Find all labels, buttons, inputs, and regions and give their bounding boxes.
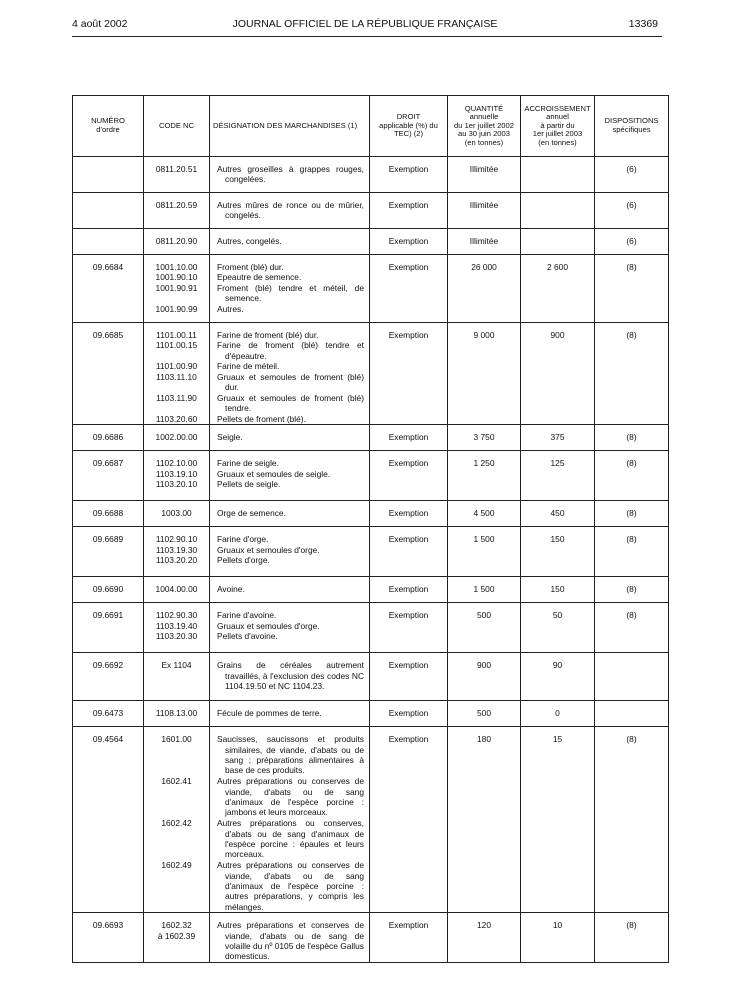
designation-item: Autres.	[217, 303, 244, 314]
cell-droit: Exemption	[370, 501, 448, 527]
designation-item: Autres préparations ou conserves de viande, d'abats ou de sang d'animaux de l'espèce porcine : jambons et leurs morceaux.	[217, 776, 364, 818]
designation-item: Autres mûres de ronce ou de mûrier, congelés.	[217, 200, 364, 221]
cell-quantite: 4 500	[448, 501, 521, 527]
cell-quantite: 500	[448, 603, 521, 653]
cell-dispositions: (6)	[595, 193, 669, 229]
cell-dispositions: (8)	[595, 451, 669, 501]
cell-accroissement: 900	[521, 323, 595, 425]
cell-dispositions	[595, 653, 669, 701]
cell-quantite: Illimitée	[448, 229, 521, 255]
designation-item: Farine de méteil.	[217, 361, 280, 372]
cell-designation	[210, 323, 370, 425]
cell-numero	[73, 193, 144, 229]
cell-droit: Exemption	[370, 727, 448, 913]
designation-item: Avoine.	[217, 584, 245, 595]
table-row	[73, 229, 669, 255]
designation-item: Autres préparations et conserves de viande, d'abats ou de sang de volaille du nº 0105 de l'espèce Gallus domesticus.	[217, 920, 364, 962]
cell-code-nc	[144, 501, 210, 527]
cell-dispositions: (6)	[595, 229, 669, 255]
cell-numero	[73, 229, 144, 255]
code-nc-item: 1001.10.00	[155, 262, 198, 272]
cell-quantite: 500	[448, 701, 521, 727]
cell-code-nc	[144, 577, 210, 603]
cell-designation	[210, 727, 370, 913]
cell-designation	[210, 603, 370, 653]
cell-quantite: 1 500	[448, 527, 521, 577]
cell-designation	[210, 653, 370, 701]
code-nc-item: 1102.90.10	[155, 534, 198, 545]
cell-accroissement: 375	[521, 425, 595, 451]
code-nc-item: 0811.20.51	[155, 164, 198, 174]
table-row	[73, 603, 669, 653]
code-nc-item: 1103.20.30	[155, 631, 198, 642]
header-accroissement: ACCROISSEMENT annuel à partir du 1er juillet 2003 (en tonnes)	[521, 96, 595, 157]
designation-item: Pellets de froment (blé).	[217, 413, 306, 424]
table-row	[73, 701, 669, 727]
designation-item: Froment (blé) tendre et méteil, de semence.	[217, 282, 364, 304]
designation-item: Autres préparations ou conserves, d'abats ou de sang d'animaux de l'espèce porcine : épaules et leurs morceaux.	[217, 818, 364, 860]
cell-accroissement: 90	[521, 653, 595, 701]
table-header-row	[73, 96, 669, 157]
cell-designation	[210, 255, 370, 323]
designation-item: Froment (blé) dur.	[217, 262, 284, 272]
header-designation: DÉSIGNATION DES MARCHANDISES (1)	[210, 96, 370, 157]
table-row	[73, 501, 669, 527]
code-nc-item: 1602.42	[161, 818, 192, 829]
cell-dispositions: (8)	[595, 577, 669, 603]
table-row	[73, 255, 669, 323]
code-nc-item: 1103.11.90	[156, 392, 197, 403]
designation-item: Seigle.	[217, 432, 243, 443]
cell-dispositions: (6)	[595, 157, 669, 193]
cell-dispositions: (8)	[595, 727, 669, 913]
header-dispositions: DISPOSITIONS spécifiques	[595, 96, 669, 157]
cell-numero: 09.4564	[73, 727, 144, 913]
code-nc-item: 1102.90.30	[155, 610, 198, 621]
header-numero: NUMÉRO d'ordre	[73, 96, 144, 157]
cell-droit: Exemption	[370, 653, 448, 701]
cell-droit: Exemption	[370, 603, 448, 653]
cell-accroissement: 10	[521, 913, 595, 963]
cell-quantite: 180	[448, 727, 521, 913]
code-nc-item: 1602.49	[161, 860, 192, 871]
designation-item: Orge de semence.	[217, 508, 286, 519]
code-nc-item: 1602.32 à 1602.39	[157, 920, 196, 941]
table-row	[73, 577, 669, 603]
code-nc-item: 1001.90.91	[155, 282, 198, 293]
code-nc-item: 1001.90.99	[155, 303, 198, 314]
cell-dispositions: (8)	[595, 501, 669, 527]
designation-item: Farine d'avoine.	[217, 610, 277, 621]
designation-item: Farine de froment (blé) dur.	[217, 330, 319, 340]
designation-item: Pellets de seigle.	[217, 479, 281, 490]
designation-item: Grains de céréales autrement travaillés, à l'exclusion des codes NC 1104.19.50 et NC 1104.23.	[217, 660, 364, 692]
cell-code-nc	[144, 603, 210, 653]
cell-designation	[210, 527, 370, 577]
code-nc-item: 1108.13.00	[155, 708, 198, 719]
cell-code-nc	[144, 451, 210, 501]
designation-item: Pellets d'avoine.	[217, 631, 278, 642]
cell-code-nc	[144, 727, 210, 913]
cell-accroissement: 0	[521, 701, 595, 727]
header-journal-title: JOURNAL OFFICIEL DE LA RÉPUBLIQUE FRANÇAISE	[232, 18, 498, 30]
cell-code-nc	[144, 425, 210, 451]
cell-droit: Exemption	[370, 193, 448, 229]
designation-item: Fécule de pommes de terre.	[217, 708, 322, 719]
cell-designation	[210, 501, 370, 527]
cell-accroissement: 125	[521, 451, 595, 501]
code-nc-item: 0811.20.90	[155, 236, 198, 246]
cell-accroissement: 2 600	[521, 255, 595, 323]
cell-designation	[210, 229, 370, 255]
cell-accroissement: 50	[521, 603, 595, 653]
cell-code-nc	[144, 229, 210, 255]
cell-code-nc	[144, 157, 210, 193]
designation-item: Autres préparations ou conserves de viande, d'abats ou de sang d'animaux de l'espèce porcine : autres préparations, y compris les mélanges.	[217, 860, 364, 912]
cell-droit: Exemption	[370, 913, 448, 963]
table-row	[73, 323, 669, 425]
cell-dispositions	[595, 701, 669, 727]
cell-numero: 09.6691	[73, 603, 144, 653]
header-code-nc: CODE NC	[144, 96, 210, 157]
code-nc-item: 1102.10.00	[155, 458, 198, 469]
cell-quantite: 120	[448, 913, 521, 963]
code-nc-item: Ex 1104	[161, 660, 192, 671]
cell-numero: 09.6692	[73, 653, 144, 701]
code-nc-item: 1004.00.00	[155, 584, 198, 595]
page-header	[72, 18, 658, 32]
designation-item: Gruaux et semoules d'orge.	[217, 620, 320, 631]
designation-item: Farine de seigle.	[217, 458, 279, 469]
cell-designation	[210, 577, 370, 603]
cell-dispositions: (8)	[595, 913, 669, 963]
header-droit: DROIT applicable (%) du TEC) (2)	[370, 96, 448, 157]
table-row	[73, 653, 669, 701]
table-row	[73, 425, 669, 451]
cell-code-nc	[144, 527, 210, 577]
cell-quantite: 1 250	[448, 451, 521, 501]
code-nc-item: 1602.41	[161, 776, 192, 787]
header-page-number: 13369	[628, 18, 658, 30]
designation-item: Farine d'orge.	[217, 534, 269, 545]
cell-designation	[210, 425, 370, 451]
cell-quantite: 3 750	[448, 425, 521, 451]
code-nc-item: 1601.00	[161, 734, 192, 745]
designation-item: Gruaux et semoules de seigle.	[217, 468, 331, 479]
designation-item: Autres, congelés.	[217, 236, 282, 246]
designation-item: Autres groseilles à grappes rouges, congelées.	[217, 164, 364, 185]
cell-quantite: 26 000	[448, 255, 521, 323]
cell-code-nc	[144, 913, 210, 963]
designation-item: Gruaux et semoules de froment (blé) tendre.	[217, 392, 364, 414]
cell-numero: 09.6685	[73, 323, 144, 425]
table-row	[73, 913, 669, 963]
cell-quantite: 900	[448, 653, 521, 701]
code-nc-item: 1103.20.10	[155, 479, 198, 490]
code-nc-item: 1002.00.00	[155, 432, 198, 443]
cell-accroissement: 450	[521, 501, 595, 527]
cell-droit: Exemption	[370, 577, 448, 603]
cell-droit: Exemption	[370, 701, 448, 727]
cell-droit: Exemption	[370, 451, 448, 501]
cell-numero: 09.6686	[73, 425, 144, 451]
cell-droit: Exemption	[370, 229, 448, 255]
cell-droit: Exemption	[370, 527, 448, 577]
designation-item: Gruaux et semoules de froment (blé) dur.	[217, 371, 364, 393]
cell-dispositions: (8)	[595, 323, 669, 425]
code-nc-item: 1103.11.10	[156, 371, 197, 382]
cell-designation	[210, 157, 370, 193]
header-quantite: QUANTITÉ annuelle du 1er juillet 2002 au 30 juin 2003 (en tonnes)	[448, 96, 521, 157]
cell-code-nc	[144, 653, 210, 701]
designation-item: Epeautre de semence.	[217, 272, 302, 283]
table-row	[73, 451, 669, 501]
cell-accroissement: 150	[521, 527, 595, 577]
cell-droit: Exemption	[370, 425, 448, 451]
cell-quantite: 1 500	[448, 577, 521, 603]
cell-dispositions: (8)	[595, 425, 669, 451]
code-nc-item: 1103.19.10	[155, 468, 198, 479]
header-rule	[72, 36, 662, 37]
cell-accroissement: 150	[521, 577, 595, 603]
table-body	[73, 157, 669, 963]
cell-code-nc	[144, 255, 210, 323]
cell-quantite: Illimitée	[448, 193, 521, 229]
cell-dispositions: (8)	[595, 255, 669, 323]
cell-dispositions: (8)	[595, 603, 669, 653]
cell-droit: Exemption	[370, 157, 448, 193]
cell-designation	[210, 913, 370, 963]
cell-accroissement	[521, 193, 595, 229]
cell-code-nc	[144, 701, 210, 727]
quota-table	[72, 95, 669, 963]
code-nc-item: 1001.90.10	[155, 272, 198, 283]
code-nc-item: 1101.00.15	[155, 340, 198, 351]
table-row	[73, 193, 669, 229]
code-nc-item: 1103.19.40	[155, 620, 198, 631]
designation-item: Saucisses, saucissons et produits similaires, de viande, d'abats ou de sang ; préparations alimentaires à base de ces produits.	[217, 734, 364, 776]
cell-designation	[210, 193, 370, 229]
code-nc-item: 1103.20.60	[155, 413, 198, 424]
cell-accroissement	[521, 229, 595, 255]
code-nc-item: 1103.19.30	[155, 544, 198, 555]
cell-numero: 09.6473	[73, 701, 144, 727]
cell-numero: 09.6688	[73, 501, 144, 527]
cell-accroissement: 15	[521, 727, 595, 913]
cell-numero: 09.6689	[73, 527, 144, 577]
cell-designation	[210, 451, 370, 501]
code-nc-item: 1103.20.20	[155, 555, 198, 566]
cell-designation	[210, 701, 370, 727]
cell-dispositions: (8)	[595, 527, 669, 577]
cell-numero: 09.6690	[73, 577, 144, 603]
designation-item: Gruaux et semoules d'orge.	[217, 544, 320, 555]
code-nc-item: 1101.00.90	[155, 361, 198, 372]
table-row	[73, 727, 669, 913]
cell-numero: 09.6684	[73, 255, 144, 323]
header-date: 4 août 2002	[72, 18, 128, 30]
cell-droit: Exemption	[370, 255, 448, 323]
table-row	[73, 527, 669, 577]
code-nc-item: 1101.00.11	[156, 330, 197, 340]
cell-quantite: 9 000	[448, 323, 521, 425]
cell-numero	[73, 157, 144, 193]
code-nc-item: 0811.20.59	[155, 200, 198, 210]
designation-item: Pellets d'orge.	[217, 555, 270, 566]
designation-item: Farine de froment (blé) tendre et d'épeautre.	[217, 340, 364, 361]
code-nc-item: 1003.00	[161, 508, 192, 519]
cell-code-nc	[144, 193, 210, 229]
cell-code-nc	[144, 323, 210, 425]
cell-accroissement	[521, 157, 595, 193]
cell-droit: Exemption	[370, 323, 448, 425]
cell-numero: 09.6687	[73, 451, 144, 501]
cell-quantite: Illimitée	[448, 157, 521, 193]
cell-numero: 09.6693	[73, 913, 144, 963]
table-row	[73, 157, 669, 193]
